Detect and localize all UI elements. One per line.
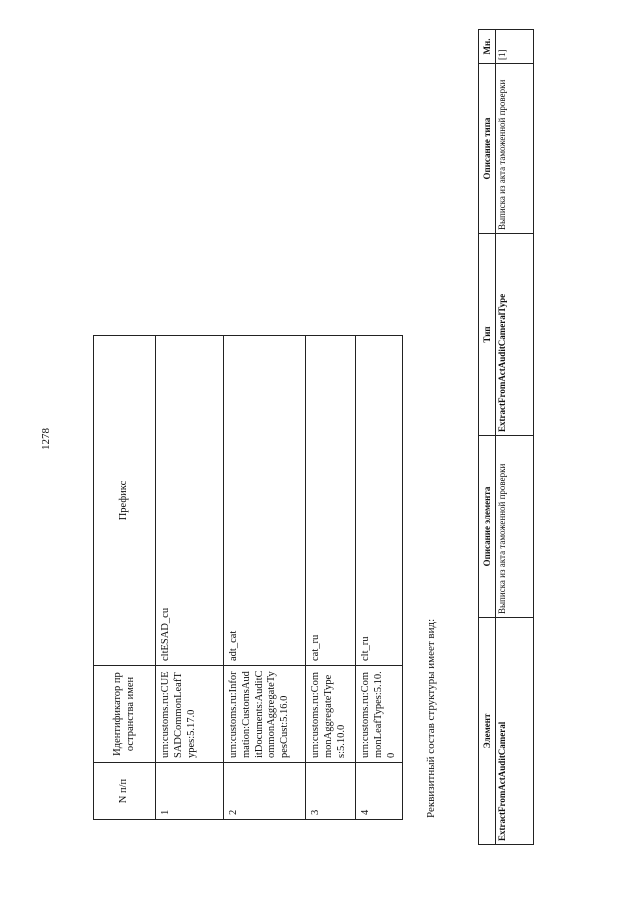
namespace-id: urn:customs.ru:Information:CustomsAuditDocuments:AuditCommonAggregateTypesCust:5.16.0: [224, 666, 306, 763]
page-number: 1278: [40, 428, 52, 450]
multiplicity: [1]: [496, 30, 534, 64]
row-number: 1: [156, 763, 224, 820]
element-description: Выписка из акта таможенной проверки: [496, 436, 534, 618]
header-namespace: Идентификатор пространства имен: [94, 666, 156, 763]
row-number: 4: [356, 763, 403, 820]
header-element: Элемент: [479, 618, 496, 845]
row-number: 2: [224, 763, 306, 820]
type-description: Выписка из акта таможенной проверки: [496, 64, 534, 234]
prefix: adt_cat: [224, 336, 306, 666]
table-row: [496, 30, 534, 845]
header-type-description: Описание типа: [479, 64, 496, 234]
table-row: [156, 336, 224, 820]
prefix: cat_ru: [306, 336, 356, 666]
header-prefix: Префикс: [94, 336, 156, 666]
header-multiplicity: Мн.: [479, 30, 496, 64]
table-row: [356, 336, 403, 820]
row-number: 3: [306, 763, 356, 820]
element-name: ExtractFromActAuditCameral: [496, 618, 534, 845]
namespace-id: urn:customs.ru:CommonLeafTypes:5.10.0: [356, 666, 403, 763]
namespace-id: urn:customs.ru:CommonAggregateTypes:5.10.0: [306, 666, 356, 763]
namespace-table: [93, 335, 395, 820]
header-element-description: Описание элемента: [479, 436, 496, 618]
element-table: [478, 38, 534, 845]
table-row: [224, 336, 306, 820]
namespace-id: urn:customs.ru:CUESADCommonLeafTypes:5.17.0: [156, 666, 224, 763]
header-n: N п/п: [94, 763, 156, 820]
table-row: [306, 336, 356, 820]
intro-text: Реквизитный состав структуры имеет вид:: [425, 618, 437, 818]
prefix: clt_ru: [356, 336, 403, 666]
header-type: Тип: [479, 234, 496, 436]
prefix: cltESAD_cu: [156, 336, 224, 666]
element-type: ExtractFromActAuditCameralType: [496, 234, 534, 436]
